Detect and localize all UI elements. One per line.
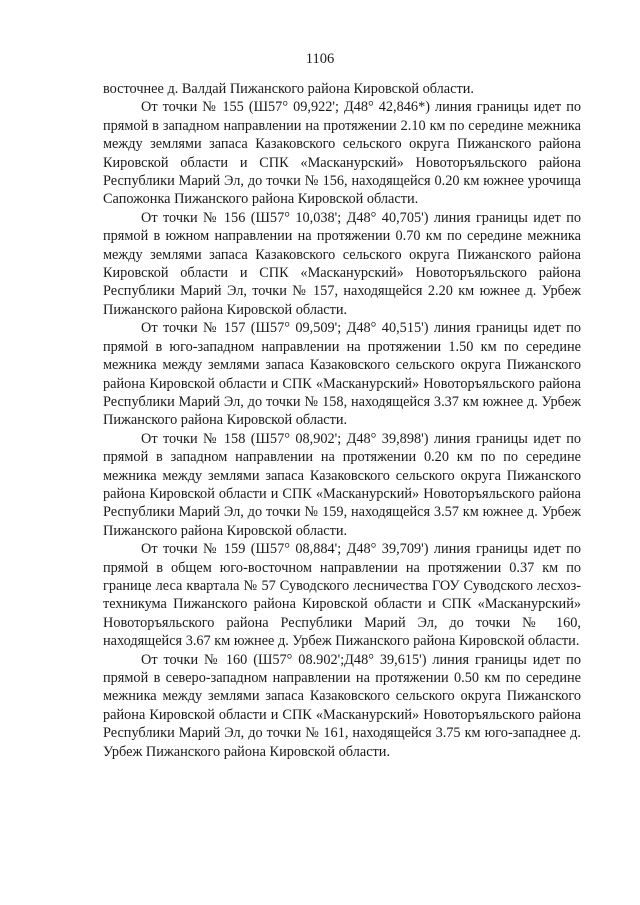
paragraph-point-156: От точки № 156 (Ш57° 10,038'; Д48° 40,705') линия границы идет по прямой в южном направлении на протяжении 0.70 км по середине межника между землями запаса Казаковского сельского округа Пижанского района Кировской области и СПК «Масканурский» Новоторъяльского района Республики Марий Эл, точки № 157, находящейся 2.20 км южнее д. Урбеж Пижанского района Кировской области. [103,209,581,318]
paragraph-point-158: От точки № 158 (Ш57° 08,902'; Д48° 39,898') линия границы идет по прямой в западном направлении на протяжении 0.20 км по по середине межника между землями запаса Казаковского сельского округа Пижанского района Кировской области и СПК «Масканурский» Новоторъяльского района Республики Марий Эл, до точки № 159, находящейся 3.57 км южнее д. Урбеж Пижанского района Кировской области. [103,430,581,539]
paragraph-point-160: От точки № 160 (Ш57° 08.902';Д48° 39,615') линия границы идет по прямой в северо-западном направлении на протяжении 0.50 км по середине межника между землями запаса Казаковского сельского округа Пижанского района Кировской области и СПК «Масканурский» Новоторъяльского района Республики Марий Эл, до точки № 161, находящейся 3.75 км юго-западнее д. Урбеж Пижанского района Кировской области. [103,651,581,760]
page-number: 1106 [305,51,335,67]
paragraph-point-157: От точки № 157 (Ш57° 09,509'; Д48° 40,515') линия границы идет по прямой в юго-западном направлении на протяжении 1.50 км по середине межника между землями запаса Казаковского сельского округа Пижанского района Кировской области и СПК «Масканурский» Новоторъяльского района Республики Марий Эл, до точки № 158, находящейся 3.37 км южнее д. Урбеж Пижанского района Кировской области. [103,320,581,429]
document-body [103,80,581,761]
paragraph-point-155: От точки № 155 (Ш57° 09,922'; Д48° 42,846*) линия границы идет по прямой в западном направлении на протяжении 2.10 км по середине межника между землями запаса Казаковского сельского округа Пижанского района Кировской области и СПК «Масканурский» Новоторъяльского района Республики Марий Эл, до точки № 156, находящейся 0.20 км южнее урочища Сапожонка Пижанского района Кировской области. [103,99,581,208]
paragraph-point-159: От точки № 159 (Ш57° 08,884'; Д48° 39,709') линия границы идет по прямой в общем юго-восточном направлении на протяжении 0.37 км по границе леса квартала № 57 Суводского лесничества ГОУ Суводского лесхоз-техникума Пижанского района Кировской области и СПК «Масканурский» Новоторъяльского района Республики Марий Эл, до точки № 160, находящейся 3.67 км южнее д. Урбеж Пижанского района Кировской области. [103,541,581,650]
paragraph-continuation: восточнее д. Валдай Пижанского района Кировской области. [103,81,474,97]
